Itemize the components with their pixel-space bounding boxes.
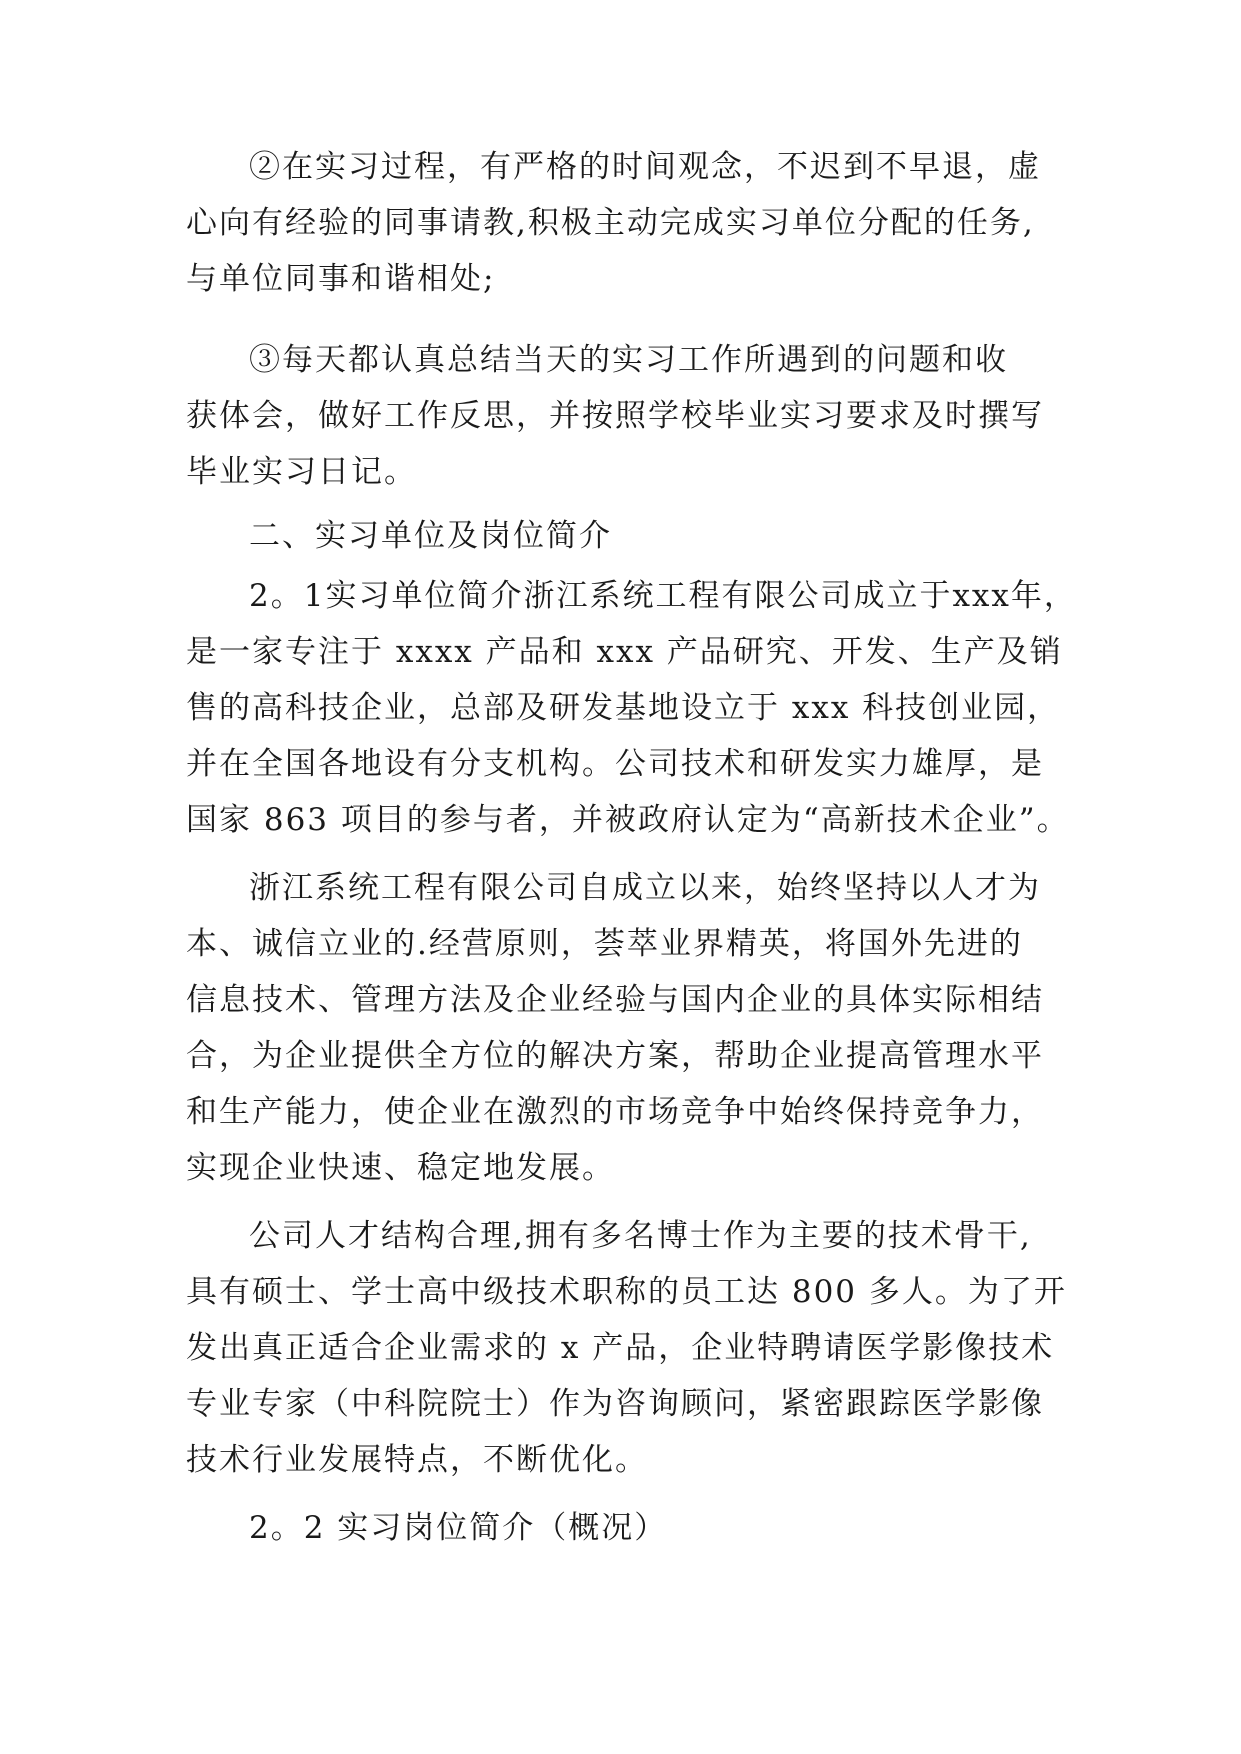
paragraph-line: 合，为企业提供全方位的解决方案，帮助企业提高管理水平	[186, 1038, 1044, 1074]
paragraph-line: 浙江系统工程有限公司自成立以来，始终坚持以人才为	[249, 870, 1041, 906]
paragraph-line: 是一家专注于 xxxx 产品和 xxx 产品研究、开发、生产及销	[186, 634, 1063, 670]
paragraph-line: 技术行业发展特点，不断优化。	[186, 1442, 648, 1478]
paragraph-line: 心向有经验的同事请教,积极主动完成实习单位分配的任务,	[186, 205, 1035, 241]
paragraph-line: 获体会，做好工作反思，并按照学校毕业实习要求及时撰写	[186, 398, 1044, 434]
paragraph-line: 公司人才结构合理,拥有多名博士作为主要的技术骨干,	[249, 1218, 1032, 1254]
paragraph-line: 实现企业快速、稳定地发展。	[186, 1150, 615, 1186]
paragraph-line: ③每天都认真总结当天的实习工作所遇到的问题和收	[249, 342, 1008, 378]
paragraph-line: 毕业实习日记。	[186, 454, 417, 490]
paragraph-line: 国家 863 项目的参与者，并被政府认定为“高新技术企业”。	[186, 802, 1070, 838]
paragraph-line: 具有硕士、学士高中级技术职称的员工达 800 多人。为了开	[186, 1274, 1067, 1310]
paragraph-line: ②在实习过程，有严格的时间观念，不迟到不早退，虚	[249, 149, 1041, 185]
paragraph-line: 发出真正适合企业需求的 x 产品，企业特聘请医学影像技术	[186, 1330, 1055, 1366]
paragraph-line: 本、诚信立业的.经营原则，荟萃业界精英，将国外先进的	[186, 926, 1023, 962]
section-heading: 2。2 实习岗位简介（概况）	[249, 1510, 668, 1546]
paragraph-line: 并在全国各地设有分支机构。公司技术和研发实力雄厚，是	[186, 746, 1044, 782]
paragraph-line: 售的高科技企业，总部及研发基地设立于 xxx 科技创业园，	[186, 690, 1061, 726]
paragraph-line: 信息技术、管理方法及企业经验与国内企业的具体实际相结	[186, 982, 1044, 1018]
paragraph-line: 2。1实习单位简介浙江系统工程有限公司成立于xxx年，	[249, 578, 1077, 614]
section-heading: 二、实习单位及岗位简介	[249, 518, 612, 554]
paragraph-line: 与单位同事和谐相处;	[186, 261, 496, 297]
paragraph-line: 专业专家（中科院院士）作为咨询顾问，紧密跟踪医学影像	[186, 1386, 1044, 1422]
paragraph-line: 和生产能力，使企业在激烈的市场竞争中始终保持竞争力，	[186, 1094, 1044, 1130]
